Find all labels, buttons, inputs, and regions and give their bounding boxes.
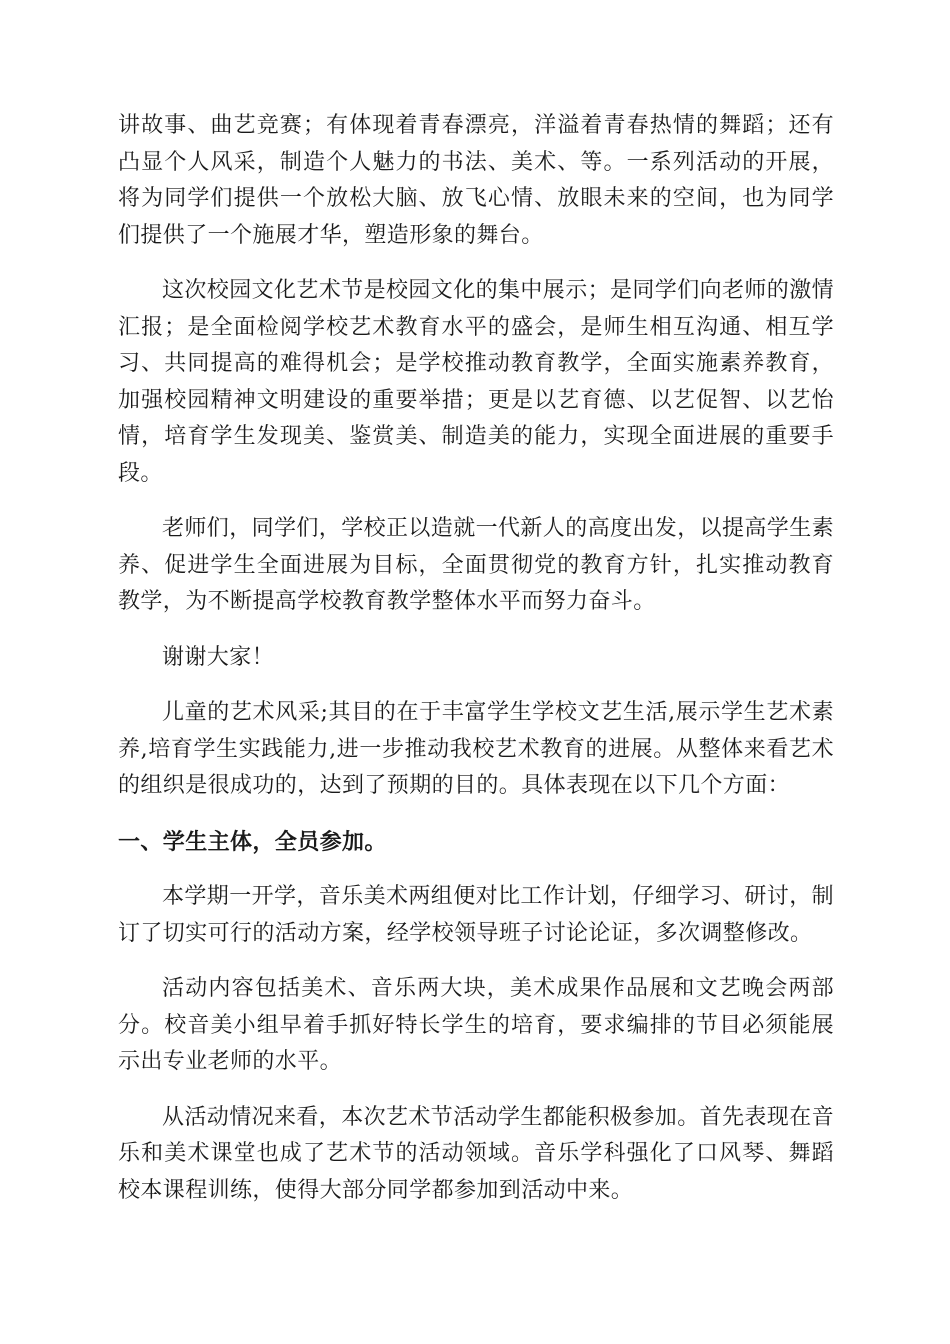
paragraph-3: 老师们，同学们，学校正以造就一代新人的高度出发，以提高学生素养、促进学生全面进展为目标，全面贯彻党的教育方针，扎实推动教育教学，为不断提高学校教育教学整体水平而努力奋斗。 (118, 516, 835, 614)
paragraph-6: 本学期一开学，音乐美术两组便对比工作计划，仔细学习、研讨，制订了切实可行的活动方案，经学校领导班子讨论论证，多次调整修改。 (118, 884, 835, 946)
paragraph-1: 讲故事、曲艺竞赛；有体现着青春漂亮，洋溢着青春热情的舞蹈；还有凸显个人风采，制造个人魅力的书法、美术、等。一系列活动的开展，将为同学们提供一个放松大脑、放飞心情、放眼未来的空间，也为同学们提供了一个施展才华，塑造形象的舞台。 (118, 113, 834, 248)
paragraph-thanks: 谢谢大家！ (162, 644, 275, 670)
paragraph-5: 儿童的艺术风采;其目的在于丰富学生学校文艺生活,展示学生艺术素养,培育学生实践能力,进一步推动我校艺术教育的进展。从整体来看艺术的组织是很成功的，达到了预期的目的。具体表现在以下几个方面： (118, 700, 834, 798)
paragraph-7: 活动内容包括美术、音乐两大块，美术成果作品展和文艺晚会两部分。校音美小组早着手抓好特长学生的培育，要求编排的节目必须能展示出专业老师的水平。 (118, 976, 834, 1074)
document-body (118, 108, 834, 1228)
paragraph-2: 这次校园文化艺术节是校园文化的集中展示；是同学们向老师的激情汇报；是全面检阅学校艺术教育水平的盛会，是师生相互沟通、相互学习、共同提高的难得机会；是学校推动教育教学，全面实施素养教育，加强校园精神文明建设的重要举措；更是以艺育德、以艺促智、以艺怡情，培育学生发现美、鉴赏美、制造美的能力，实现全面进展的重要手段。 (118, 278, 835, 486)
section-heading-1: 一、学生主体，全员参加。 (118, 828, 387, 855)
paragraph-8: 从活动情况来看，本次艺术节活动学生都能积极参加。首先表现在音乐和美术课堂也成了艺术节的活动领域。音乐学科强化了口风琴、舞蹈校本课程训练，使得大部分同学都参加到活动中来。 (118, 1104, 835, 1203)
